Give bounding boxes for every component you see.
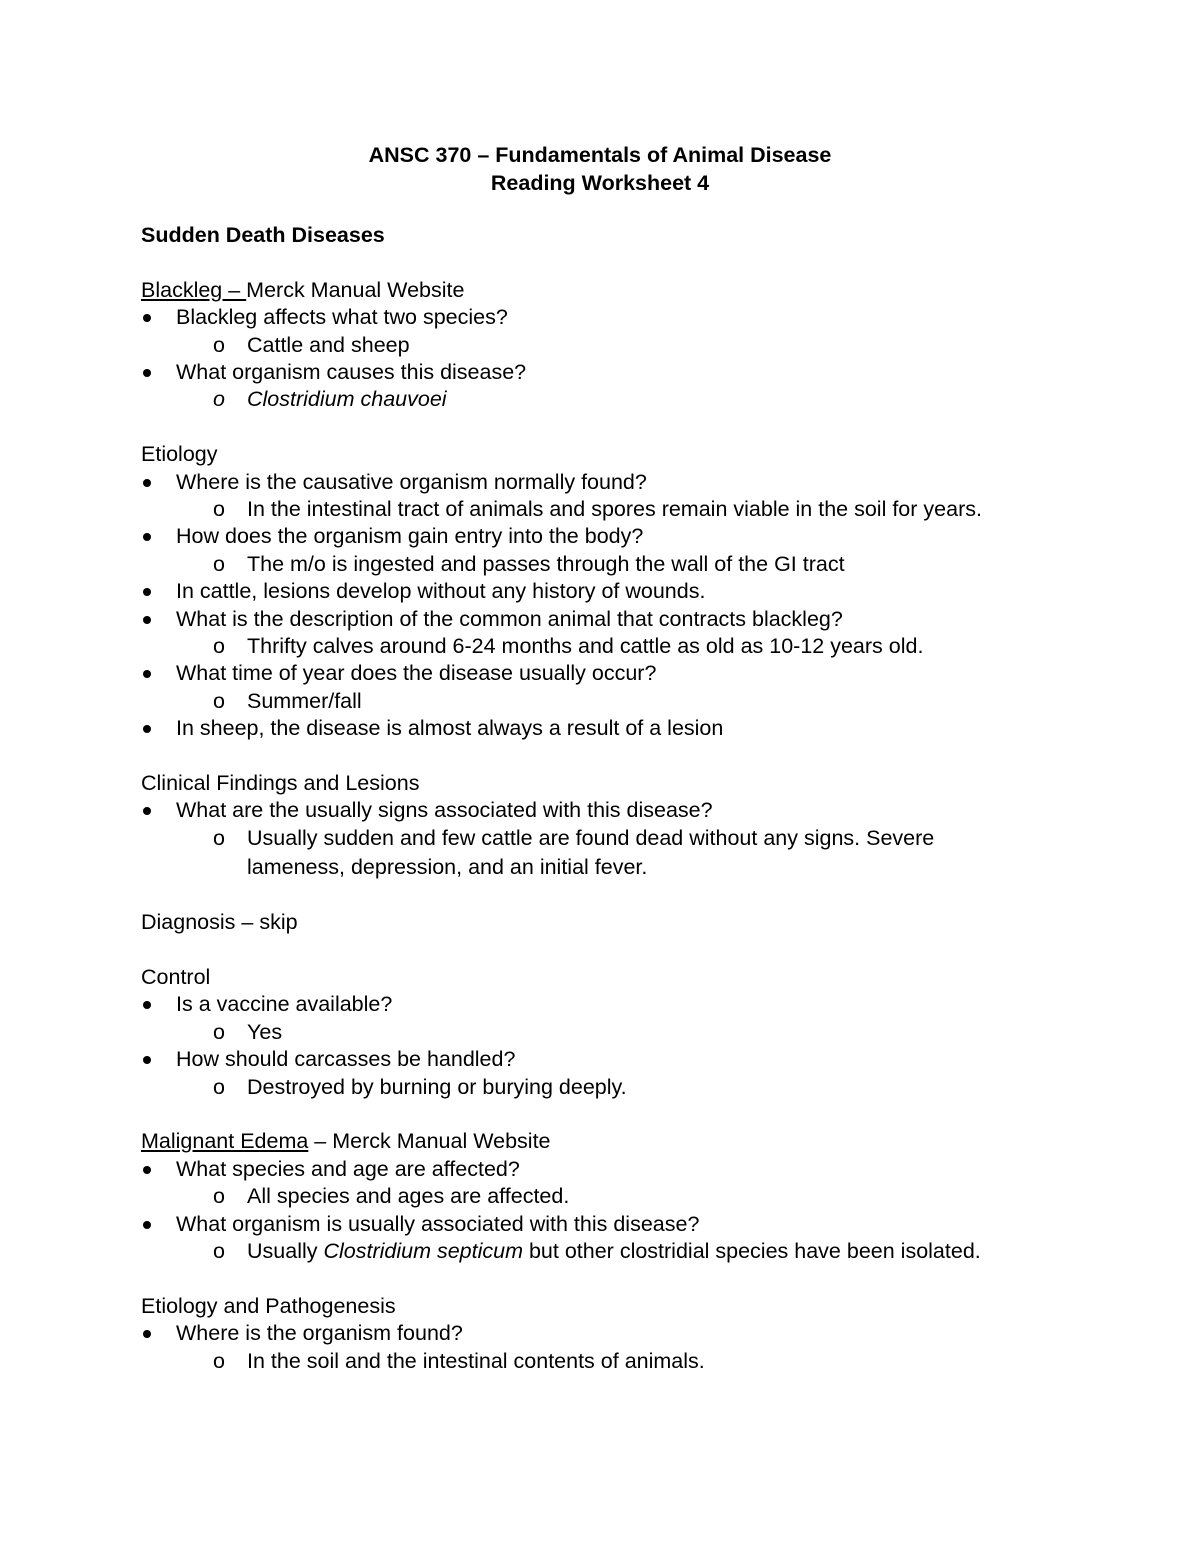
sub-bullet-icon: o <box>213 497 225 522</box>
course-title: ANSC 370 – Fundamentals of Animal Disease <box>368 143 832 167</box>
list-subitem: o Usually sudden and few cattle are found dead without any signs. Severe <box>141 825 1091 852</box>
list-item: What time of year does the disease usually occur? <box>141 660 1091 687</box>
sub-bullet-icon: o <box>213 387 225 412</box>
list-subitem: o Yes <box>141 1019 1091 1046</box>
malignant-edema-link: Malignant Edema <box>141 1129 309 1154</box>
bullet-icon <box>143 670 151 678</box>
bullet-icon <box>143 479 151 487</box>
bullet-icon <box>143 314 151 322</box>
list-item: In cattle, lesions develop without any history of wounds. <box>141 578 1091 605</box>
control-heading: Control <box>141 964 211 989</box>
bullet-icon <box>143 1330 151 1338</box>
sub-bullet-icon: o <box>213 1238 225 1263</box>
bullet-icon <box>143 1001 151 1009</box>
list-item: What organism is usually associated with this disease? <box>141 1211 1091 1238</box>
list-item: Blackleg affects what two species? <box>141 304 1091 331</box>
list-item: How should carcasses be handled? <box>141 1046 1091 1073</box>
blackleg-heading <box>141 277 1091 304</box>
list-item: In sheep, the disease is almost always a result of a lesion <box>141 715 1091 742</box>
list-item: What species and age are affected? <box>141 1156 1091 1183</box>
bullet-icon <box>143 588 151 596</box>
sub-bullet-icon: o <box>213 1348 225 1373</box>
list-subitem: o Summer/fall <box>141 688 1091 715</box>
etiology-heading: Etiology <box>141 442 218 467</box>
list-subitem: o In the soil and the intestinal contents of animals. <box>141 1348 1091 1375</box>
bullet-icon <box>143 1166 151 1174</box>
bullet-icon <box>143 533 151 541</box>
bullet-icon <box>143 369 151 377</box>
list-subitem: o Usually Clostridium septicum but other clostridial species have been isolated. <box>141 1238 1091 1265</box>
list-subitem: o All species and ages are affected. <box>141 1183 1091 1210</box>
section-heading: Sudden Death Diseases <box>141 223 385 247</box>
list-subitem: o Clostridium chauvoei <box>141 386 1091 413</box>
sub-bullet-icon: o <box>213 634 225 659</box>
bullet-icon <box>143 725 151 733</box>
bullet-icon <box>143 1221 151 1229</box>
list-subitem: o Thrifty calves around 6-24 months and cattle as old as 10-12 years old. <box>141 633 1091 660</box>
list-item: Is a vaccine available? <box>141 991 1091 1018</box>
sub-bullet-icon: o <box>213 1184 225 1209</box>
sub-bullet-icon: o <box>213 332 225 357</box>
blackleg-source: Merck Manual Website <box>246 277 465 302</box>
bullet-icon <box>143 807 151 815</box>
list-item: What are the usually signs associated with this disease? <box>141 797 1091 824</box>
list-subitem: o The m/o is ingested and passes through the wall of the GI tract <box>141 551 1091 578</box>
clinical-heading: Clinical Findings and Lesions <box>141 771 420 796</box>
list-item: Where is the organism found? <box>141 1320 1091 1347</box>
malignant-edema-heading <box>141 1128 1091 1155</box>
sub-bullet-icon: o <box>213 688 225 713</box>
worksheet-title: Reading Worksheet 4 <box>490 171 710 195</box>
sub-bullet-icon: o <box>213 551 225 576</box>
list-subitem-continuation: lameness, depression, and an initial fever. <box>247 855 648 880</box>
list-item: What is the description of the common animal that contracts blackleg? <box>141 606 1091 633</box>
diagnosis-heading: Diagnosis – skip <box>141 910 298 935</box>
sub-bullet-icon: o <box>213 1074 225 1099</box>
list-subitem: o In the intestinal tract of animals and spores remain viable in the soil for years. <box>141 496 1091 523</box>
malignant-edema-source: – Merck Manual Website <box>308 1129 551 1154</box>
list-item: Where is the causative organism normally found? <box>141 469 1091 496</box>
bullet-icon <box>143 1056 151 1064</box>
sub-bullet-icon: o <box>213 1019 225 1044</box>
document-body <box>141 222 1091 1375</box>
list-subitem: o Cattle and sheep <box>141 332 1091 359</box>
blackleg-link: Blackleg – <box>141 277 247 302</box>
list-subitem: o Destroyed by burning or burying deeply. <box>141 1074 1091 1101</box>
list-item: How does the organism gain entry into the body? <box>141 523 1091 550</box>
list-item: What organism causes this disease? <box>141 359 1091 386</box>
bullet-icon <box>143 616 151 624</box>
pathogenesis-heading: Etiology and Pathogenesis <box>141 1293 396 1318</box>
sub-bullet-icon: o <box>213 825 225 850</box>
document-title <box>0 141 1200 197</box>
